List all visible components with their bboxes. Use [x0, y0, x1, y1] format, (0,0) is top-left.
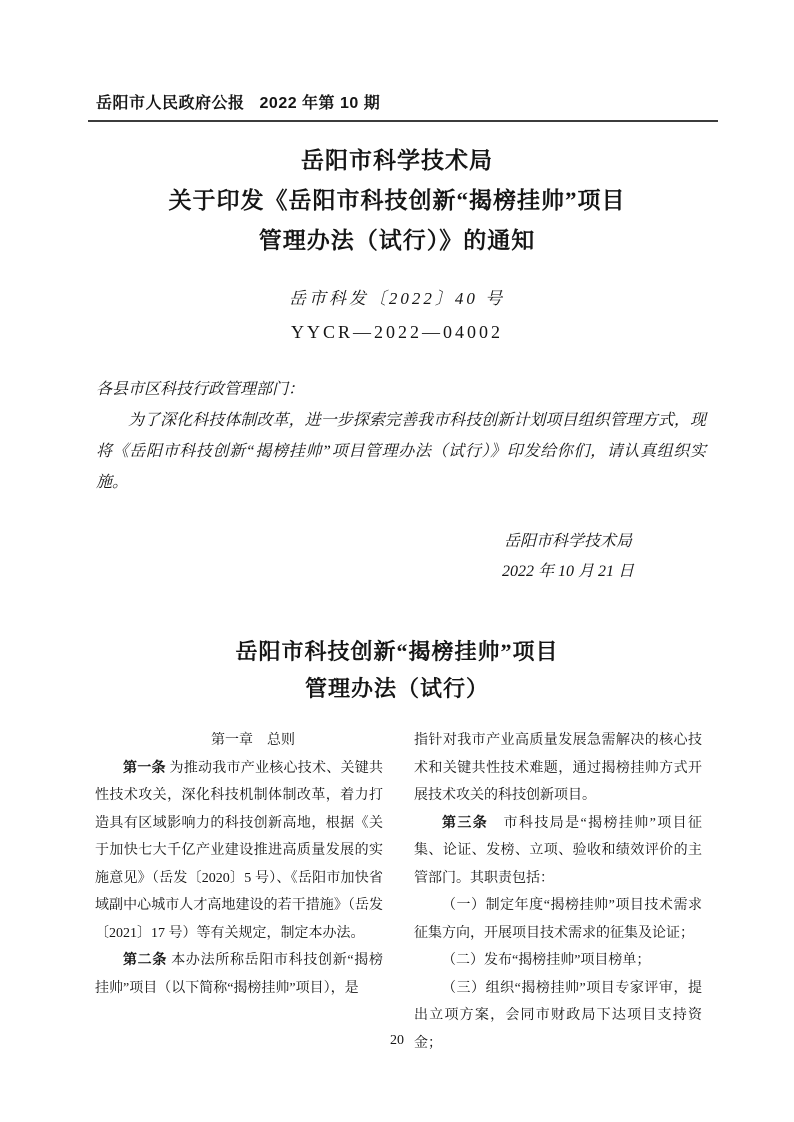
notice-paragraph: 为了深化科技体制改革，进一步探索完善我市科技创新计划项目组织管理方式，现将《岳阳市科技创新“揭榜挂帅”项目管理办法（试行）》印发给你们，请认真组织实施。	[96, 412, 706, 491]
article-3-text: 市科技局是“揭榜挂帅”项目征集、论证、发榜、立项、验收和绩效评价的主管部门。其职责包括：	[414, 815, 703, 886]
document-number: 岳市科发〔2022〕40 号	[288, 289, 506, 308]
article-2	[95, 947, 383, 1002]
article-1-text: 为推动我市产业核心技术、关键共性技术攻关，深化科技机制体制改革，着力打造具有区域影响力的科技创新高地，根据《关于加快七大千亿产业建设推进高质量发展的实施意见》（岳发〔2020〕5 号）、《岳阳市加快省域副中心城市人才高地建设的若干措施》（岳发〔2021〕17 号）等有关规定，制定本办法。	[95, 760, 383, 941]
left-column	[95, 727, 383, 1057]
gazette-issue: 2022 年第 10 期	[259, 95, 381, 112]
signature-date: 2022 年 10 月 21 日	[501, 563, 634, 580]
notice-title	[0, 141, 794, 261]
page-number: 20	[390, 1033, 404, 1048]
article-2-text: 本办法所称岳阳市科技创新“揭榜挂帅”项目（以下简称“揭榜挂帅”项目），是	[95, 953, 383, 996]
notice-title-line1: 岳阳市科学技术局	[301, 148, 493, 173]
article-3	[414, 810, 702, 893]
right-column	[414, 727, 702, 1057]
article-3-item-1: （一）制定年度“揭榜挂帅”项目技术需求征集方向，开展项目技术需求的征集及论证；	[414, 898, 702, 941]
regulation-title-line2: 管理办法（试行）	[304, 676, 489, 701]
article-3-number: 第三条	[442, 815, 489, 831]
chapter-1-heading: 第一章 总则	[211, 733, 295, 748]
document-code: YYCR—2022—04002	[290, 322, 503, 342]
notice-title-line2: 关于印发《岳阳市科技创新“揭榜挂帅”项目	[168, 188, 626, 213]
article-2-number: 第二条	[123, 953, 168, 968]
regulation-title	[0, 633, 794, 707]
notice-title-line3: 管理办法（试行）》的通知	[258, 228, 536, 253]
signature-block	[502, 527, 634, 587]
article-3-item-3: （三）组织“揭榜挂帅”项目专家评审，提出立项方案，会同市财政局下达项目支持资金；	[414, 980, 702, 1051]
notice-salutation: 各县市区科技行政管理部门：	[96, 381, 305, 398]
article-3-item-2: （二）发布“揭榜挂帅”项目榜单；	[442, 953, 651, 968]
gazette-title: 岳阳市人民政府公报	[96, 95, 245, 112]
regulation-title-line1: 岳阳市科技创新“揭榜挂帅”项目	[235, 639, 559, 664]
gazette-header	[88, 90, 718, 122]
notice-body	[96, 374, 706, 498]
signer-name: 岳阳市科学技术局	[503, 533, 632, 550]
article-1	[95, 755, 383, 948]
regulation-columns	[95, 727, 702, 1057]
article-2-continuation: 指针对我市产业高质量发展急需解决的核心技术和关键共性技术难题，通过揭榜挂帅方式开展技术攻关的科技创新项目。	[414, 733, 702, 803]
article-1-number: 第一条	[123, 760, 166, 776]
